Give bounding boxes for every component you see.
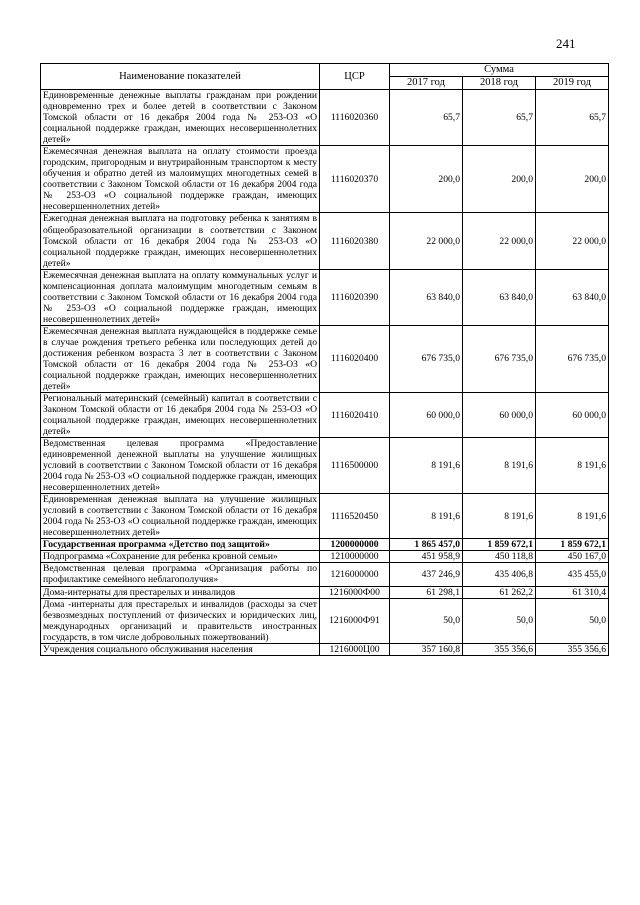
- table-row: [41, 325, 609, 392]
- row-name-cell: Дома -интернаты для престарелых и инвалидов (расходы за счет безвозмездных поступлений от физических и юридических лиц, международных организаций и правительств иностранных государств, в том числе добровольных пожертвований): [41, 598, 320, 643]
- row-value-2019: 65,7: [536, 90, 609, 146]
- row-value-2017: 61 298,1: [390, 586, 463, 598]
- row-name-cell: Единовременные денежные выплаты гражданам при рождении одновременно трех и более детей в соответствии с Законом Томской области от 16 декабря 2004 года № 253-ОЗ «О социальной поддержке граждан, имеющих несовершеннолетних детей»: [41, 90, 320, 146]
- row-name-cell: Дома-интернаты для престарелых и инвалидов: [41, 586, 320, 598]
- row-value-2018: 435 406,8: [463, 563, 536, 586]
- header-row: [41, 64, 609, 77]
- page-number: 241: [556, 36, 576, 51]
- row-value-2018: 200,0: [463, 146, 536, 213]
- row-value-2019: 450 167,0: [536, 551, 609, 563]
- row-value-2017: 437 246,9: [390, 563, 463, 586]
- row-csr-cell: 1116500000: [320, 438, 390, 494]
- row-csr-cell: 1216000000: [320, 563, 390, 586]
- table-row: [41, 438, 609, 494]
- row-value-2019: 60 000,0: [536, 392, 609, 437]
- row-value-2019: 1 859 672,1: [536, 539, 609, 551]
- row-value-2018: 65,7: [463, 90, 536, 146]
- row-name-cell: Подпрограмма «Сохранение для ребенка кровной семьи»: [41, 551, 320, 563]
- row-name-cell: Ведомственная целевая программа «Организация работы по профилактике семейного неблагополучия»: [41, 563, 320, 586]
- header-name: Наименование показателей: [41, 64, 320, 90]
- row-name-cell: Региональный материнский (семейный) капитал в соответствии с Законом Томской области от 16 декабря 2004 года № 253-ОЗ «О социальной поддержке граждан, имеющих несовершеннолетних детей»: [41, 392, 320, 437]
- row-value-2018: 50,0: [463, 598, 536, 643]
- row-name-cell: Ежемесячная денежная выплата на оплату стоимости проезда городским, пригородным и внутрирайонным транспортом к месту обучения и обратно детей из малоимущих многодетных семей в соответствии с Законом Томской области от 16 декабря 2004 года № 253-ОЗ «О социальной поддержке граждан, имеющих несовершеннолетних детей»: [41, 146, 320, 213]
- row-value-2017: 63 840,0: [390, 269, 463, 325]
- row-value-2017: 60 000,0: [390, 392, 463, 437]
- table-row: [41, 586, 609, 598]
- row-csr-cell: 1116020410: [320, 392, 390, 437]
- row-value-2018: 355 356,6: [463, 643, 536, 655]
- row-value-2017: 451 958,9: [390, 551, 463, 563]
- row-value-2018: 60 000,0: [463, 392, 536, 437]
- row-csr-cell: 1116020400: [320, 325, 390, 392]
- row-csr-cell: 1216000Ф00: [320, 586, 390, 598]
- table-row: [41, 643, 609, 655]
- row-value-2017: 676 735,0: [390, 325, 463, 392]
- row-value-2017: 22 000,0: [390, 213, 463, 269]
- row-name-cell: Ведомственная целевая программа «Предоставление единовременной денежной выплаты на улучшение жилищных условий в соответствии с Законом Томской области от 16 декабря 2004 года № 253-ОЗ «О социальной поддержке граждан, имеющих несовершеннолетних детей»: [41, 438, 320, 494]
- row-name-cell: Единовременная денежная выплата на улучшение жилищных условий в соответствии с Законом Томской области от 16 декабря 2004 года № 253-ОЗ «О социальной поддержке граждан, имеющих несовершеннолетних детей»: [41, 494, 320, 539]
- row-value-2018: 22 000,0: [463, 213, 536, 269]
- header-year-2019: 2019 год: [536, 77, 609, 90]
- row-value-2019: 435 455,0: [536, 563, 609, 586]
- header-year-2017: 2017 год: [390, 77, 463, 90]
- row-csr-cell: 1116020360: [320, 90, 390, 146]
- row-csr-cell: 1216000Ф91: [320, 598, 390, 643]
- table-body: [41, 90, 609, 656]
- row-value-2018: 8 191,6: [463, 438, 536, 494]
- row-value-2017: 1 865 457,0: [390, 539, 463, 551]
- row-csr-cell: 1116020390: [320, 269, 390, 325]
- row-csr-cell: 1116520450: [320, 494, 390, 539]
- row-value-2019: 200,0: [536, 146, 609, 213]
- table-row: [41, 392, 609, 437]
- row-value-2019: 61 310,4: [536, 586, 609, 598]
- row-csr-cell: 1216000Ц00: [320, 643, 390, 655]
- table-row: [41, 539, 609, 551]
- row-value-2019: 63 840,0: [536, 269, 609, 325]
- row-value-2018: 450 118,8: [463, 551, 536, 563]
- row-value-2017: 65,7: [390, 90, 463, 146]
- row-csr-cell: 1200000000: [320, 539, 390, 551]
- table-row: [41, 213, 609, 269]
- row-value-2018: 8 191,6: [463, 494, 536, 539]
- row-value-2017: 8 191,6: [390, 494, 463, 539]
- row-value-2019: 8 191,6: [536, 438, 609, 494]
- table-row: [41, 269, 609, 325]
- row-value-2017: 200,0: [390, 146, 463, 213]
- row-name-cell: Ежемесячная денежная выплата на оплату коммунальных услуг и компенсационная доплата малоимущим многодетным семьям в соответствии с Законом Томской области от 16 декабря 2004 года № 253-ОЗ «О социальной поддержке граждан, имеющих несовершеннолетних детей»: [41, 269, 320, 325]
- table-row: [41, 146, 609, 213]
- table-row: [41, 563, 609, 586]
- row-name-cell: Ежемесячная денежная выплата нуждающейся в поддержке семье в случае рождения третьего ребенка или последующих детей до достижения ребенком возраста 3 лет в соответствии с Законом Томской области от 16 декабря 2004 года № 253-ОЗ «О социальной поддержке граждан, имеющих несовершеннолетних детей»: [41, 325, 320, 392]
- row-value-2018: 61 262,2: [463, 586, 536, 598]
- row-csr-cell: 1116020370: [320, 146, 390, 213]
- header-year-2018: 2018 год: [463, 77, 536, 90]
- budget-table: [40, 63, 609, 656]
- table-row: [41, 90, 609, 146]
- row-name-cell: Учреждения социального обслуживания населения: [41, 643, 320, 655]
- header-csr: ЦСР: [320, 64, 390, 90]
- row-value-2019: 50,0: [536, 598, 609, 643]
- row-value-2017: 357 160,8: [390, 643, 463, 655]
- row-csr-cell: 1210000000: [320, 551, 390, 563]
- table-row: [41, 551, 609, 563]
- row-value-2019: 8 191,6: [536, 494, 609, 539]
- row-value-2019: 22 000,0: [536, 213, 609, 269]
- row-name-cell: Государственная программа «Детство под защитой»: [41, 539, 320, 551]
- row-value-2018: 1 859 672,1: [463, 539, 536, 551]
- row-value-2017: 8 191,6: [390, 438, 463, 494]
- row-value-2019: 355 356,6: [536, 643, 609, 655]
- header-sum: Сумма: [390, 64, 609, 77]
- row-name-cell: Ежегодная денежная выплата на подготовку ребенка к занятиям в общеобразовательной организации в соответствии с Законом Томской области от 16 декабря 2004 года № 253-ОЗ «О социальной поддержке граждан, имеющих несовершеннолетних детей»: [41, 213, 320, 269]
- row-value-2018: 63 840,0: [463, 269, 536, 325]
- table-row: [41, 598, 609, 643]
- table-row: [41, 494, 609, 539]
- row-value-2017: 50,0: [390, 598, 463, 643]
- row-csr-cell: 1116020380: [320, 213, 390, 269]
- row-value-2018: 676 735,0: [463, 325, 536, 392]
- row-value-2019: 676 735,0: [536, 325, 609, 392]
